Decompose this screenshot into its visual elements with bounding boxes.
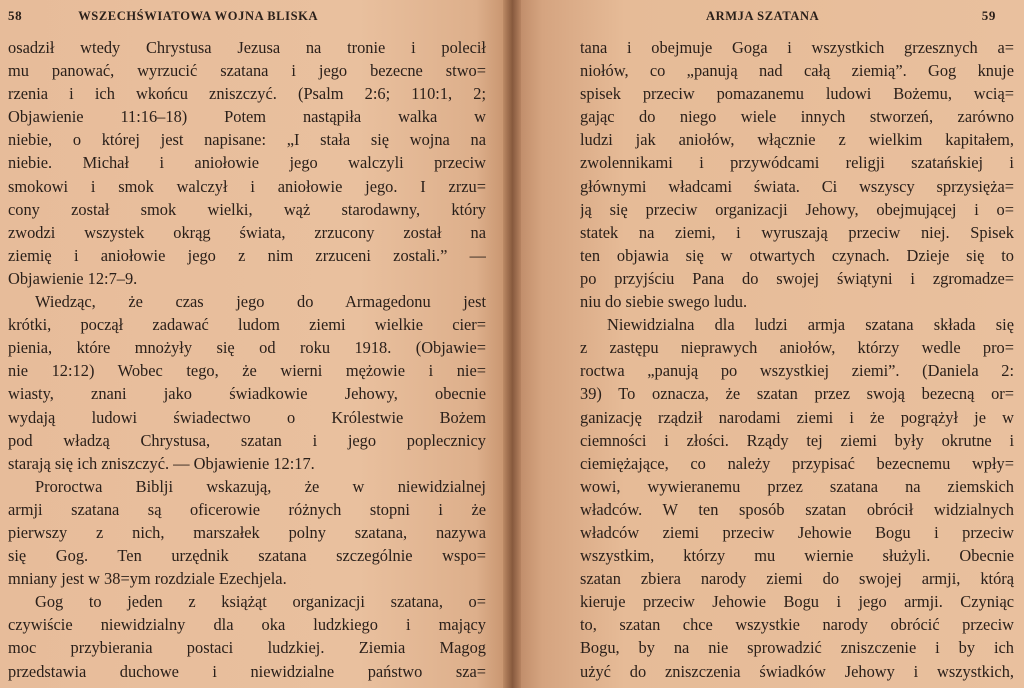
text-line: głównymi władcami świata. Ci wszyscy sprzysięża= — [580, 176, 1014, 196]
text-line: Niewidzialna dla ludzi armja szatana składa się — [607, 315, 1014, 335]
right-page-header — [580, 6, 1014, 36]
text-line: władców ziemi przeciw Jehowie Bogu i przeciw — [580, 522, 1014, 542]
text-line: ten objawia się w otwartych czynach. Dzieje się to — [580, 245, 1014, 265]
text-line: niu do siebie swego ludu. — [580, 292, 748, 312]
text-line: Objawienie 12:7–9. — [8, 268, 138, 288]
text-line: władców. W ten sposób szatan obrócił widzialnych — [580, 499, 1014, 519]
text-line: Wiedząc, że czas jego do Armagedonu jest — [35, 292, 486, 312]
text-line: Proroctwa Biblji wskazują, że w niewidzialnej — [35, 476, 486, 496]
text-line: niebie. Michał i aniołowie jego walczyli przeciw — [8, 153, 486, 173]
text-line: wszystkim, którzy mu wiernie służyli. Obecnie — [580, 546, 1014, 566]
text-line: wiasty, znani jako świadkowie Jehowy, obecnie — [8, 384, 486, 404]
text-line: cony został smok wielki, wąż starodawny, który — [8, 199, 486, 219]
text-line: rzenia i ich wkońcu zniszczyć. (Psalm 2:6; 110:1, 2; — [8, 84, 486, 104]
text-line: użyć do zniszczenia świadków Jehowy i wszystkich, — [580, 661, 1014, 681]
text-line: ganizację rządził narodami ziemi i że pogrążył je w — [580, 407, 1014, 427]
text-line: ją się przeciw organizacji Jehowy, obejmującej i o= — [580, 199, 1014, 219]
text-line: starają się ich zniszczyć. — Objawienie 12:17. — [8, 453, 315, 473]
text-line: moc przybierania postaci ludzkiej. Ziemia Magog — [8, 638, 486, 658]
book-gutter — [503, 0, 521, 688]
text-line: tana i obejmuje Goga i wszystkich grzesznych a= — [580, 38, 1014, 57]
text-line: ludzi jak aniołów, włącznie z wielkim kapitałem, — [580, 130, 1014, 150]
text-line: Objawienie 11:16–18) Potem nastąpiła walka w — [8, 107, 486, 127]
text-line: gając do niego wiele innych stworzeń, zarówno — [580, 107, 1014, 127]
text-line: szatan zbiera narody ziemi do swojej armji, którą — [580, 569, 1014, 589]
text-line: ciemiężające, co należy przypisać bezecnemu wpły= — [580, 453, 1014, 473]
text-line: mu panować, wyrzucić szatana i jego bezecne stwo= — [8, 61, 486, 81]
text-line: niebie, o której jest napisane: „I stała się wojna na — [8, 130, 486, 150]
text-line: statek na ziemi, i wyruszają przeciw niej. Spisek — [580, 222, 1014, 242]
text-line: roctwa „panują po wszystkiej ziemi”. (Daniela 2: — [580, 361, 1014, 381]
right-running-title: ARMJA SZATANA — [706, 9, 820, 23]
text-line: krótki, począł zadawać ludom ziemi wielkie cier= — [8, 315, 486, 335]
text-line: przedstawia duchowe i niewidzialne państwo sza= — [8, 661, 486, 681]
text-line: pod władzą Chrystusa, szatan i jego poplecznicy — [8, 430, 486, 450]
text-line: pienia, które mnożyły się od roku 1918. (Objawie= — [8, 338, 486, 358]
text-line: mniany jest w 38=ym rozdziale Ezechjela. — [8, 569, 287, 589]
text-line: się Gog. Ten urzędnik szatana szczególnie wspo= — [8, 546, 486, 566]
text-line: czywiście niewidzialny dla oka ludzkiego i mający — [8, 615, 486, 635]
text-line: spisek przeciw pomazanemu ludowi Bożemu, wcią= — [580, 84, 1014, 104]
text-line: z zastępu nieprawych aniołów, którzy wedle pro= — [580, 338, 1014, 358]
left-page-body — [8, 36, 486, 683]
right-page-number: 59 — [981, 8, 996, 23]
text-line: wydają ludowi świadectwo o Królestwie Bożem — [8, 407, 486, 427]
text-line: zwodzi wszystek okrąg świata, zrzucony został na — [8, 222, 486, 242]
right-page-body — [580, 36, 1014, 683]
text-line: 39) To oznacza, że szatan przez swoją bezecną or= — [580, 384, 1014, 404]
left-page-number: 58 — [8, 8, 23, 23]
text-line: osadził wtedy Chrystusa Jezusa na tronie i polecił — [8, 38, 486, 57]
left-running-title: WSZECHŚWIATOWA WOJNA BLISKA — [78, 9, 319, 23]
text-line: pierwszy z nich, marszałek polny szatana, nazywa — [8, 522, 486, 542]
text-line: nie 12:12) Wobec tego, że wierni mężowie i nie= — [8, 361, 486, 381]
text-line: ziemię i aniołowie jego z nim zrzuceni zostali.” — — [8, 245, 486, 265]
text-line: to, szatan chce wszystkie narody obrócić przeciw — [580, 615, 1014, 635]
text-line: armji szatana są oficerowie różnych stopni i że — [8, 499, 486, 519]
text-line: po przyjściu Pana do swojej świątyni i zgromadze= — [580, 268, 1014, 288]
right-page — [512, 0, 1024, 688]
text-line: kieruje przeciw Jehowie Bogu i jego armji. Czyniąc — [580, 592, 1014, 612]
text-line: wowi, wywieranemu przez szatana na ziemskich — [580, 476, 1014, 496]
text-line: Bogu, by na nie sprowadzić zniszczenie i by ich — [580, 638, 1014, 658]
text-line: smokowi i smok walczył i aniołowie jego. I zrzu= — [8, 176, 486, 196]
left-page-header — [8, 6, 486, 36]
text-line: niołów, co „panują nad całą ziemią”. Gog knuje — [580, 61, 1014, 81]
text-line: Gog to jeden z książąt organizacji szatana, o= — [35, 592, 486, 612]
text-line: ciemności i złości. Rządy tej ziemi były okrutne i — [580, 430, 1014, 450]
text-line: zwolennikami i przywódcami religji szatańskiej i — [580, 153, 1014, 173]
